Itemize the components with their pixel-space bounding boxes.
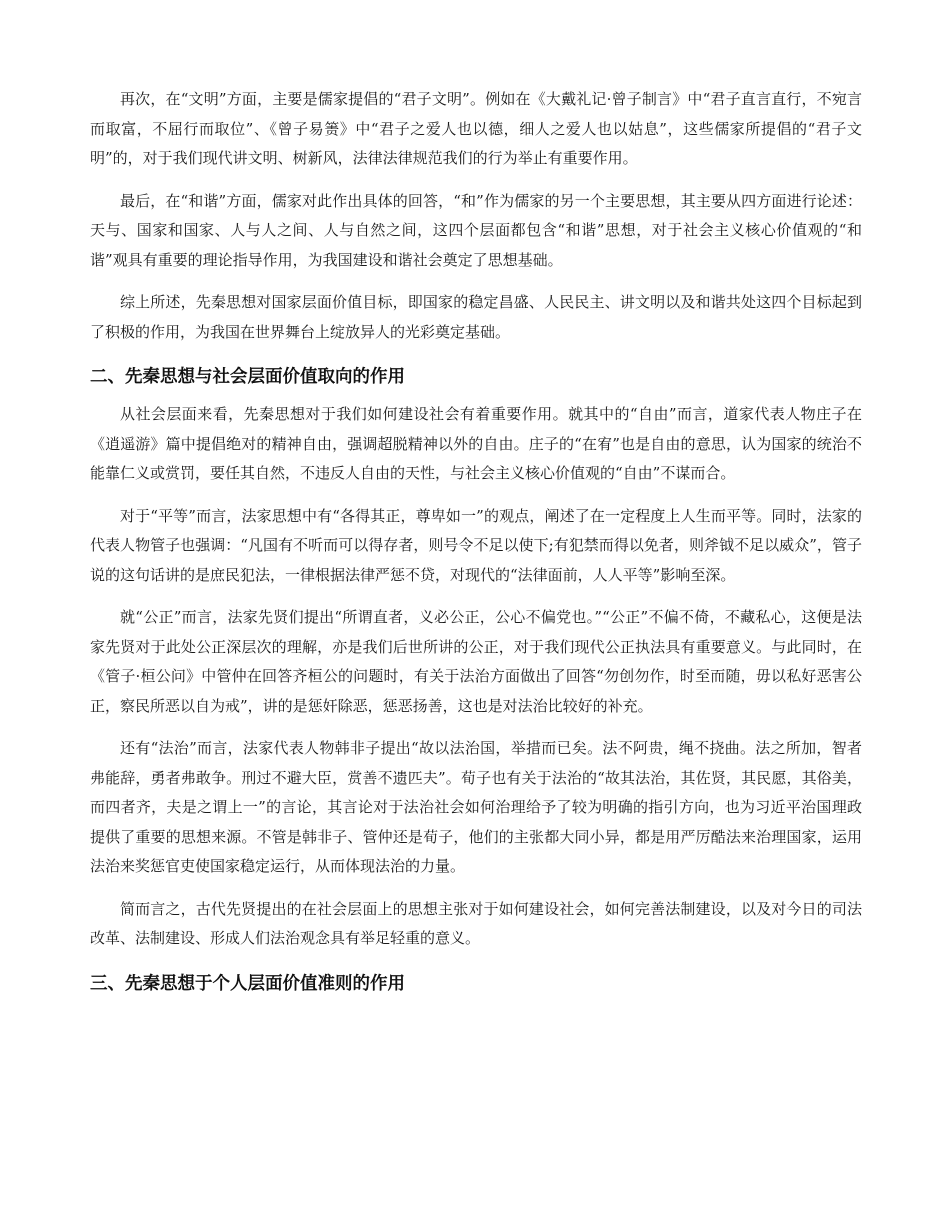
paragraph-equality: 对于“平等”而言，法家思想中有“各得其正，尊卑如一”的观点，阐述了在一定程度上人生而平等。同时，法家的代表人物管子也强调：“凡国有不听而可以得存者，则号令不足以使下;有犯禁而得以免者，则斧钺不足以威众”，管子说的这句话讲的是庶民犯法，一律根据法律严惩不贷，对现代的“法律面前，人人平等”影响至深。 [90, 506, 862, 584]
paragraph-summary-national: 综上所述，先秦思想对国家层面价值目标，即国家的稳定昌盛、人民民主、讲文明以及和谐共处这四个目标起到了积极的作用，为我国在世界舞台上绽放异人的光彩奠定基础。 [90, 293, 862, 341]
paragraph-civilization: 再次，在“文明”方面，主要是儒家提倡的“君子文明”。例如在《大戴礼记·曾子制言》中“君子直言直行，不宛言而取富，不屈行而取位”、《曾子易箦》中“君子之爱人也以德，细人之爱人也以姑息”，这些儒家所提倡的“君子文明”的，对于我们现代讲文明、树新风，法律法律规范我们的行为举止有重要作用。 [90, 90, 862, 167]
paragraph-freedom: 从社会层面来看，先秦思想对于我们如何建设社会有着重要作用。就其中的“自由”而言，道家代表人物庄子在《逍遥游》篇中提倡绝对的精神自由，强调超脱精神以外的自由。庄子的“在宥”也是自由的意思，认为国家的统治不能靠仁义或赏罚，要任其自然，不违反人自由的天性，与社会主义核心价值观的“自由”不谋而合。 [90, 405, 862, 482]
paragraph-justice: 就“公正”而言，法家先贤们提出“所谓直者，义必公正，公心不偏党也。”“公正”不偏不倚，不藏私心，这便是法家先贤对于此处公正深层次的理解，亦是我们后世所讲的公正，对于我们现代公正执法具有重要意义。与此同时，在《管子·桓公问》中管仲在回答齐桓公的问题时，有关于法治方面做出了回答“勿创勿作，时至而随，毋以私好恶害公正，察民所恶以自为戒”，讲的是惩奸除恶，惩恶扬善，这也是对法治比较好的补充。 [90, 608, 862, 715]
paragraph-harmony: 最后，在“和谐”方面，儒家对此作出具体的回答，“和”作为儒家的另一个主要思想，其主要从四方面进行论述：天与、国家和国家、人与人之间、人与自然之间，这四个层面都包含“和谐”思想，对于社会主义核心价值观的“和谐”观具有重要的理论指导作用，为我国建设和谐社会奠定了思想基础。 [90, 191, 862, 269]
paragraph-rule-of-law: 还有“法治”而言，法家代表人物韩非子提出“故以法治国，举措而已矣。法不阿贵，绳不挠曲。法之所加，智者弗能辞，勇者弗敢争。刑过不避大臣，赏善不遗匹夫”。荀子也有关于法治的“故其法治，其佐贤，其民愿，其俗美，而四者齐，夫是之谓上一”的言论，其言论对于法治社会如何治理给予了较为明确的指引方向，也为习近平治国理政提供了重要的思想来源。不管是韩非子、管仲还是荀子，他们的主张都大同小异，都是用严厉酷法来治理国家，运用法治来奖惩官吏使国家稳定运行，从而体现法治的力量。 [90, 739, 862, 875]
section-3-heading: 三、先秦思想于个人层面价值准则的作用 [90, 973, 405, 994]
paragraph-summary-social: 简而言之，古代先贤提出的在社会层面上的思想主张对于如何建设社会，如何完善法制建设，以及对今日的司法改革、法制建设、形成人们法治观念具有举足轻重的意义。 [90, 899, 862, 947]
section-2-heading: 二、先秦思想与社会层面价值取向的作用 [90, 367, 405, 387]
